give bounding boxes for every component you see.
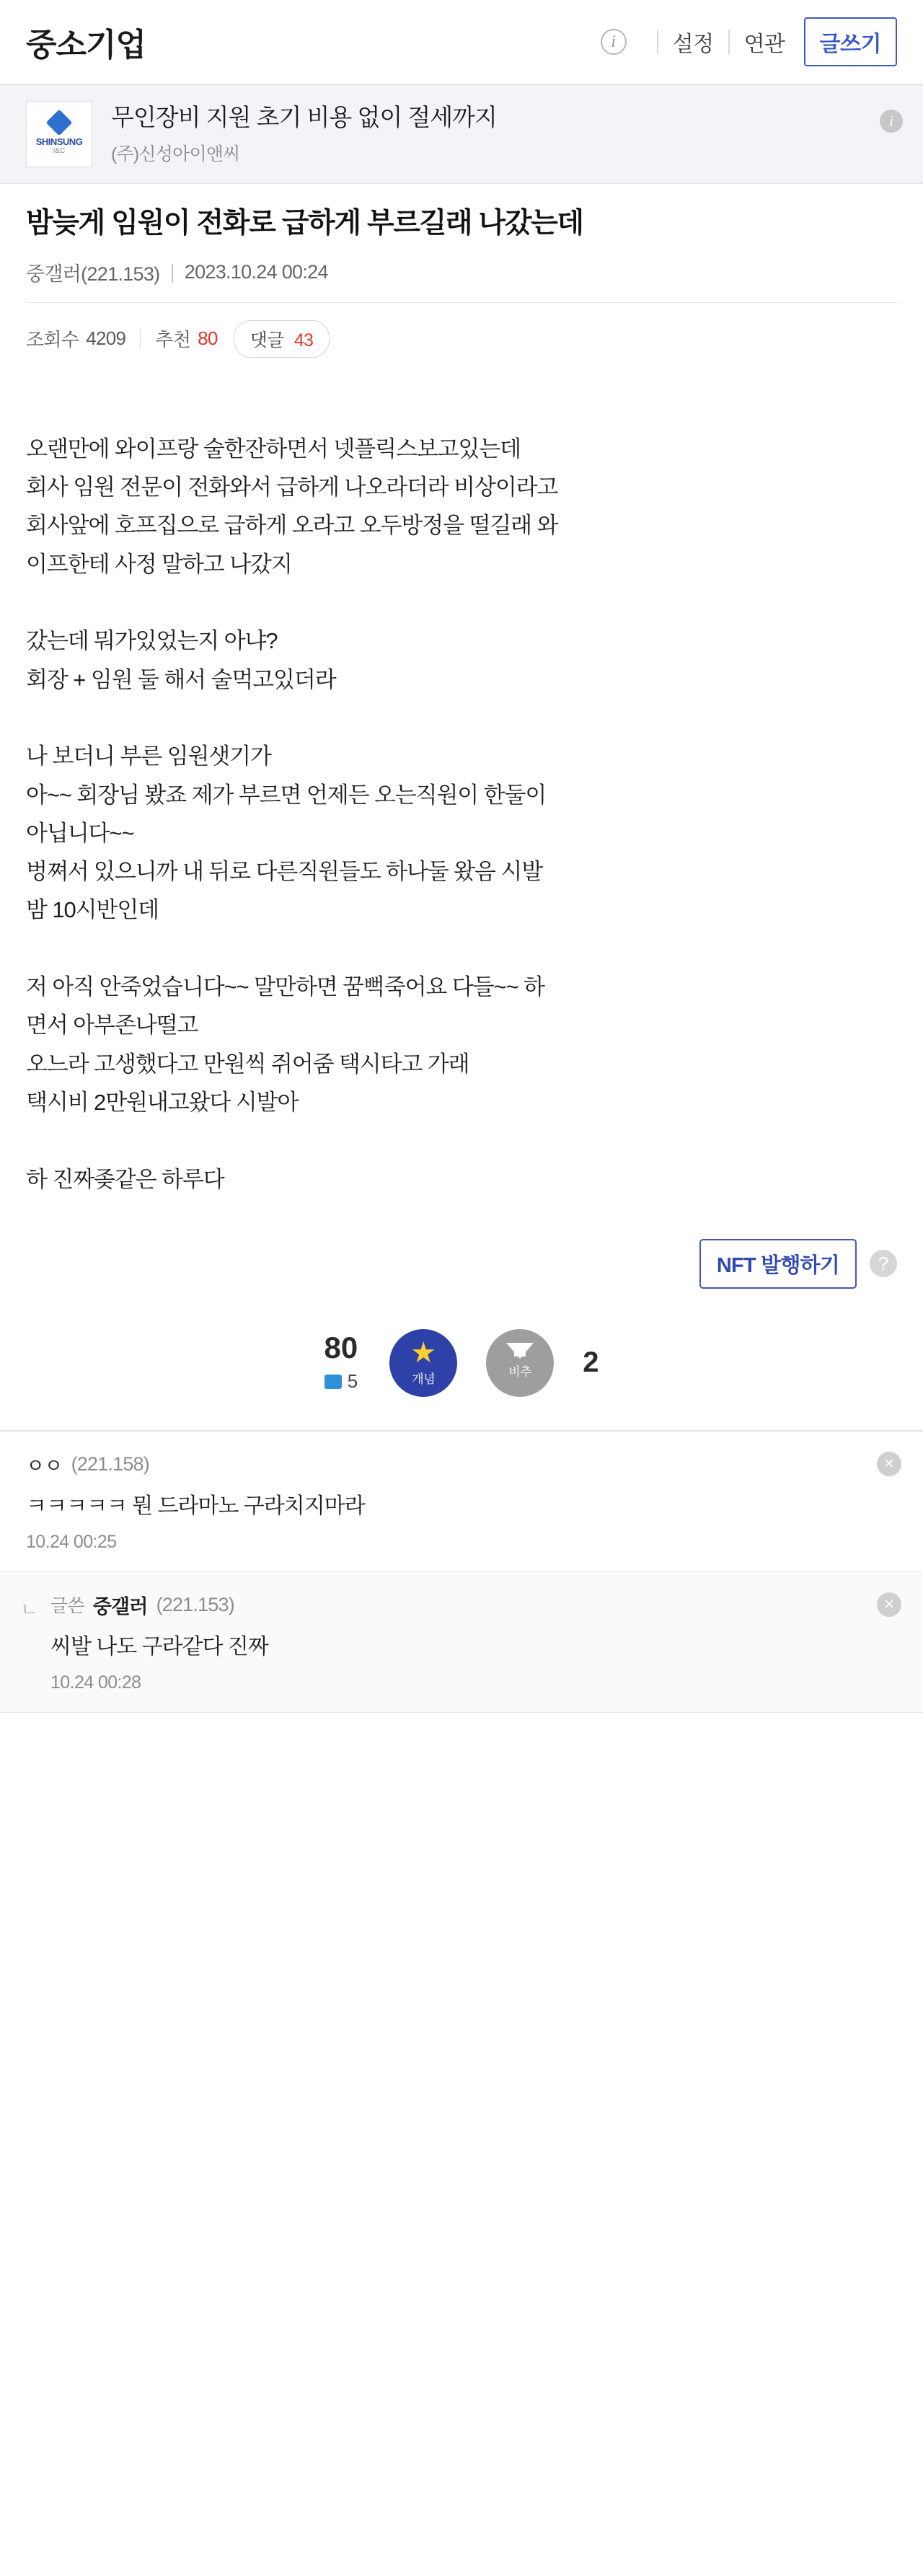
post-line: 아~~ 회장님 봤죠 제가 부르면 언제든 오는직원이 한둘이 — [26, 782, 547, 808]
settings-link[interactable]: 설정 — [672, 32, 714, 56]
comment-text: ㅋㅋㅋㅋㅋ 뭔 드라마노 구라치지마라 — [26, 1494, 365, 1518]
nft-row — [0, 1199, 923, 1289]
post-line: 벙쪄서 있으니까 내 뒤로 다른직원들도 하나둘 왔음 시발 — [26, 859, 543, 885]
comment-header — [26, 1450, 897, 1478]
ad-brand-sub: I&C — [53, 147, 66, 155]
recommend-count: 80 — [198, 327, 218, 350]
upvote-label: 개념 — [412, 1372, 436, 1387]
post-date: 2023.10.24 00:24 — [184, 260, 328, 283]
ad-banner[interactable] — [0, 85, 923, 184]
ad-advertiser: (주)신성아이앤씨 — [111, 144, 240, 164]
write-button[interactable]: 글쓰기 — [804, 17, 897, 66]
post-line: 이프한테 사정 말하고 나갔지 — [26, 551, 292, 577]
upvote-count: 80 — [324, 1331, 358, 1365]
ad-thumbnail — [26, 101, 92, 167]
post-line: 오랜만에 와이프랑 술한잔하면서 넷플릭스보고있는데 — [26, 436, 521, 462]
reply-arrow-icon: ㄴ — [20, 1598, 39, 1620]
post-line: 나 보더니 부른 임원샛기가 — [26, 744, 271, 769]
comment-ip: (221.153) — [156, 1593, 234, 1615]
post-line: 아닙니다~~ — [26, 820, 134, 846]
comment-ip: (221.158) — [71, 1452, 149, 1475]
post-title: 밤늦게 임원이 전화로 급하게 부르길래 나갔는데 — [26, 208, 583, 239]
ad-title[interactable]: 무인장비 지원 초기 비용 없이 절세까지 — [111, 104, 497, 131]
recommend-label: 추천 — [155, 329, 191, 351]
comment-nickname[interactable]: 중갤러 — [92, 1595, 148, 1618]
vote-row — [0, 1289, 923, 1432]
post-author[interactable]: 중갤러(221.153) — [26, 263, 160, 285]
star-icon: ★ — [410, 1337, 437, 1369]
post-line-blank — [26, 699, 897, 737]
post-line: 회사 임원 전문이 전화와서 급하게 나오라더라 비상이라고 — [26, 475, 558, 500]
views-count: 4209 — [86, 327, 126, 350]
close-icon[interactable]: × — [877, 1452, 901, 1476]
post-line: 택시비 2만원내고왔다 시발아 — [26, 1090, 299, 1115]
header-divider — [728, 30, 730, 54]
ad-info-icon[interactable]: i — [880, 110, 903, 133]
comment-date: 10.24 00:25 — [26, 1531, 117, 1552]
post-meta — [26, 258, 897, 286]
header-actions — [601, 17, 897, 66]
nft-issue-button[interactable]: NFT 발행하기 — [699, 1239, 857, 1289]
brand-diamond-icon — [46, 110, 73, 136]
fixed-comment-icon — [324, 1375, 342, 1389]
related-link[interactable]: 연관 — [743, 32, 785, 56]
ad-brand-name: SHINSUNG — [35, 136, 83, 147]
comment-count: 43 — [293, 330, 314, 350]
post-line: 회장 + 임원 둘 해서 술먹고있더라 — [26, 666, 336, 692]
close-icon[interactable]: × — [877, 1592, 901, 1617]
gallery-title: 중소기업 — [26, 27, 146, 63]
post-line: 면서 아부존나떨고 — [26, 1013, 198, 1038]
downvote-count: 2 — [583, 1346, 599, 1379]
downvote-button[interactable] — [486, 1329, 554, 1397]
comment-item-reply — [0, 1572, 923, 1713]
comment-label: 댓글 — [249, 330, 284, 350]
meta-separator: | — [169, 260, 175, 283]
upvote-sub-count: 5 — [347, 1370, 358, 1393]
views-label: 조회수 — [26, 329, 79, 351]
post-line-blank — [26, 1121, 897, 1160]
ad-text — [111, 102, 497, 165]
post-line: 밤 10시반인데 — [26, 897, 159, 923]
comment-writer-tag: 글쓴 — [50, 1596, 84, 1617]
header-divider — [657, 30, 658, 54]
post-body — [0, 358, 923, 1199]
comment-item — [0, 1432, 923, 1572]
post-line: 하 진짜좆같은 하루다 — [26, 1166, 224, 1192]
upvote-count-block — [324, 1333, 358, 1393]
page-header — [0, 0, 923, 85]
post-line: 오느라 고생했다고 만원씩 쥐어줌 택시타고 가래 — [26, 1051, 469, 1077]
question-mark-icon[interactable]: ? — [870, 1250, 897, 1277]
comment-date: 10.24 00:28 — [50, 1672, 141, 1693]
comment-text: 씨발 나도 구라같다 진짜 — [50, 1634, 268, 1659]
upvote-button[interactable] — [389, 1329, 457, 1397]
down-arrow-stem-icon — [514, 1344, 526, 1357]
comment-nickname[interactable]: ㅇㅇ — [26, 1455, 63, 1477]
post-line: 회사앞에 호프집으로 급하게 오라고 오두방정을 떨길래 와 — [26, 513, 558, 539]
downvote-label: 비추 — [508, 1365, 532, 1380]
post-line: 갔는데 뭐가있었는지 아냐? — [26, 628, 278, 654]
post-line-blank — [26, 583, 897, 622]
post-line: 저 아직 안죽었습니다~~ 말만하면 꿈뻑죽어요 다들~~ 하 — [26, 974, 544, 1000]
stats-divider — [140, 330, 141, 348]
upvote-sub-block — [324, 1370, 358, 1393]
comment-count-badge[interactable] — [234, 320, 330, 358]
post-header — [0, 184, 923, 303]
comment-header — [50, 1591, 897, 1619]
post-stats — [0, 303, 923, 358]
post-line-blank — [26, 930, 897, 968]
info-icon[interactable]: i — [601, 29, 627, 55]
